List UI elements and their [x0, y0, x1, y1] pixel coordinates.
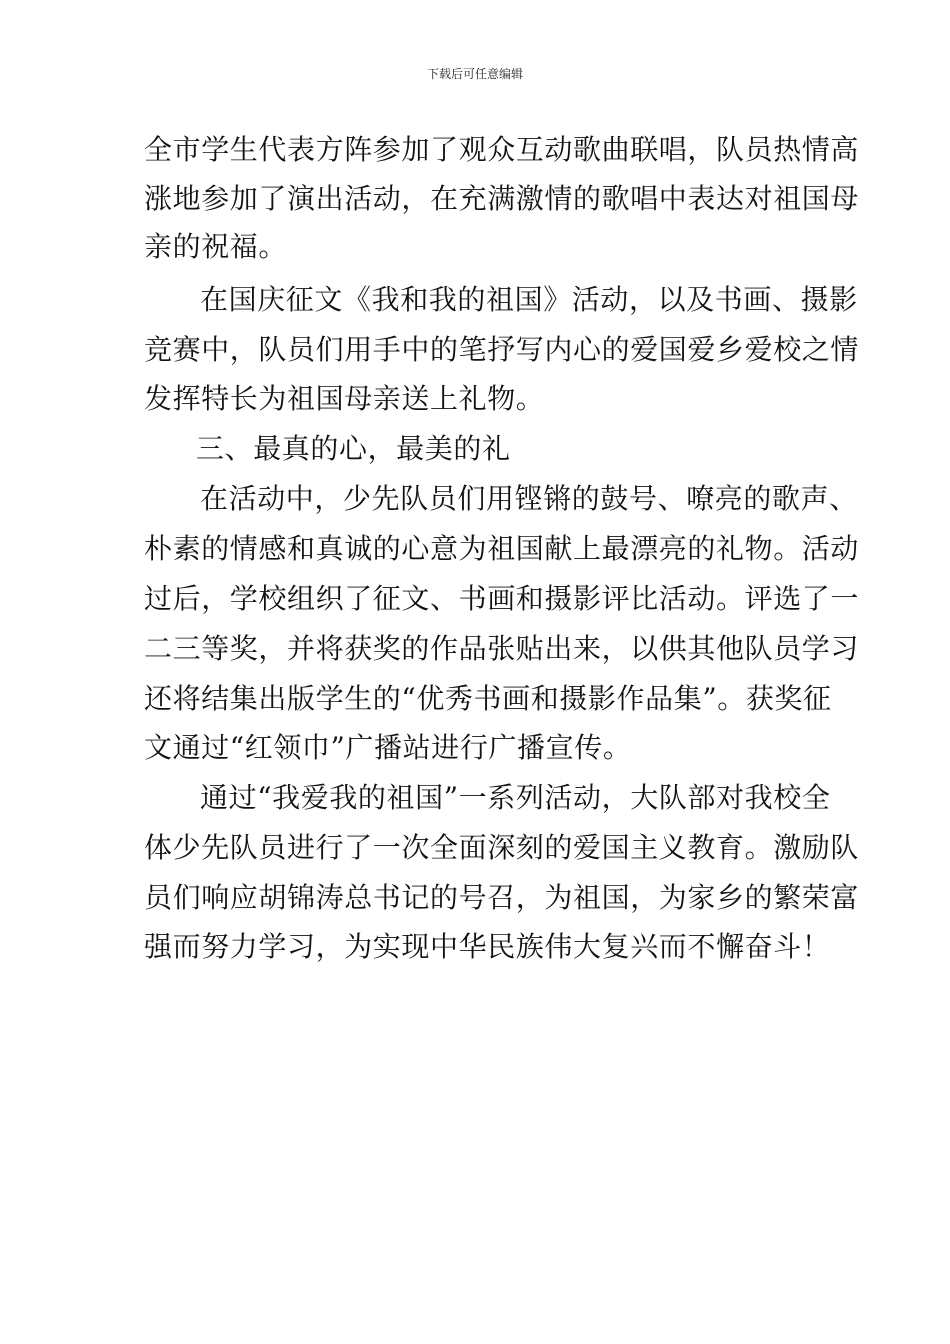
body-line: 竞赛中，队员们用手中的笔抒写内心的爱国爱乡爱校之情 — [144, 333, 860, 366]
body-line: 二三等奖，并将获奖的作品张贴出来，以供其他队员学习 — [144, 632, 860, 665]
body-line: 强而努力学习，为实现中华民族伟大复兴而不懈奋斗！ — [144, 930, 831, 963]
body-line: 体少先队员进行了一次全面深刻的爱国主义教育。激励队 — [144, 831, 860, 864]
body-line: 员们响应胡锦涛总书记的号召，为祖国，为家乡的繁荣富 — [144, 881, 860, 914]
paragraph-first-line: 在国庆征文《我和我的祖国》活动，以及书画、摄影 — [200, 283, 858, 316]
page-header: 下载后可任意编辑 — [426, 67, 523, 81]
paragraph-first-line: 通过“我爱我的祖国”一系列活动，大队部对我校全 — [200, 781, 831, 814]
body-line: 朴素的情感和真诚的心意为祖国献上最漂亮的礼物。活动 — [144, 532, 860, 565]
body-line: 发挥特长为祖国母亲送上礼物。 — [144, 382, 545, 415]
body-line: 文通过“红领巾”广播站进行广播宣传。 — [144, 731, 632, 764]
body-line: 亲的祝福。 — [144, 230, 288, 263]
body-line: 过后，学校组织了征文、书画和摄影评比活动。评选了一 — [144, 582, 860, 615]
body-line: 还将结集出版学生的“优秀书画和摄影作品集”。获奖征 — [144, 682, 832, 715]
section-heading: 三、最真的心，最美的礼 — [196, 432, 511, 465]
body-line: 涨地参加了演出活动，在充满激情的歌唱中表达对祖国母 — [144, 182, 860, 215]
paragraph-first-line: 在活动中，少先队员们用铿锵的鼓号、嘹亮的歌声、 — [200, 482, 858, 515]
body-line: 全市学生代表方阵参加了观众互动歌曲联唱，队员热情高 — [144, 133, 860, 166]
